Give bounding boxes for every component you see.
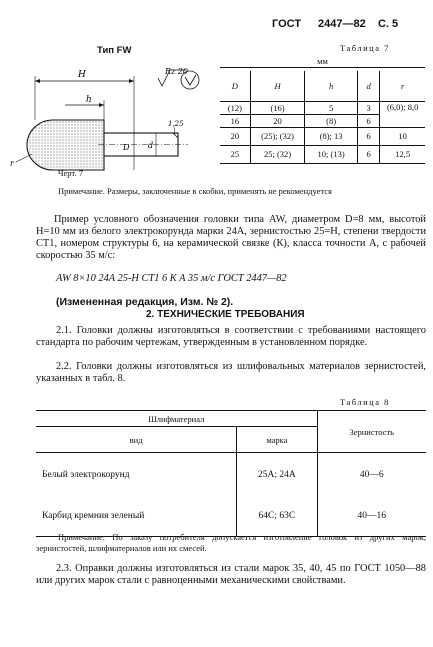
t7-cell: 3 <box>357 101 379 114</box>
t7-cell: (6,0); 8,0 <box>386 101 419 112</box>
svg-text:r: r <box>10 159 14 168</box>
t8-grade-header: марка <box>237 427 317 453</box>
page-number: С. 5 <box>378 18 399 30</box>
figure-caption: Черт. 7 <box>58 168 84 178</box>
standard-label: ГОСТ <box>272 18 302 30</box>
figure-drawing <box>8 58 218 183</box>
t8-cell: Белый электрокорунд <box>36 453 237 497</box>
table8-title: Таблица 8 <box>340 397 390 407</box>
t7-header-r: r <box>400 80 405 91</box>
example-paragraph: Пример условного обозначения головки типа AW, диаметром D=8 мм, высотой H=10 мм из белого электрокорунда марки 24А, зернистостью 25=Н, степени твердости СТ1, номером структуры 6, на керамической связке (К), класса точности А, с рабочей скоростью 35 м/с: <box>36 214 426 261</box>
t7-cell: (12) <box>220 101 250 114</box>
note-2: Примечание. По заказу потребителя допускается изготовление головок из других марок, зернистостей, шлифматериалов или их смесей. <box>36 532 426 553</box>
chamfer-label: 1,25 <box>168 120 184 128</box>
table-row <box>36 497 426 537</box>
t8-cell: 64С; 63С <box>237 497 317 537</box>
designation: AW 8×10 24A 25-H CT1 6 K A 35 м/с ГОСТ 2447—82 <box>56 273 287 284</box>
table7-title: Таблица 7 <box>340 43 390 53</box>
t7-cell: 12,5 <box>395 149 411 159</box>
t7-cell: 20 <box>220 127 250 145</box>
paragraph-2-3: 2.3. Оправки должны изготовляться из стали марок 35, 40, 45 по ГОСТ 1050—88 или других марок стали с равноценными механическими свойствами. <box>36 563 426 586</box>
t8-cell: 40—16 <box>357 511 386 522</box>
paragraph-2-2: 2.2. Головки должны изготовляться из шлифовальных материалов зернистостей, указанных в табл. 8. <box>36 361 426 384</box>
table-row <box>220 127 425 145</box>
t7-cell: 25; (32) <box>250 145 305 163</box>
table7-unit: мм <box>220 56 425 68</box>
t7-cell: 6 <box>357 127 379 145</box>
svg-text:h: h <box>86 95 92 105</box>
t7-header-H: H <box>250 71 305 101</box>
t7-cell: 20 <box>250 114 305 127</box>
table7 <box>220 56 425 164</box>
standard-number: 2447—82 <box>318 18 366 30</box>
table-row <box>220 101 425 114</box>
t7-cell: 6 <box>357 114 379 127</box>
t8-group-header: Шлифматериал <box>36 411 317 427</box>
t7-cell: 10; (13) <box>305 145 358 163</box>
t7-cell: 5 <box>305 101 358 114</box>
t8-cell: Карбид кремния зеленый <box>36 497 237 537</box>
svg-text:H: H <box>78 70 86 80</box>
t8-cell: 40—6 <box>359 469 384 480</box>
note-1: Примечание. Размеры, заключенные в скобки, применять не рекомендуется <box>58 186 332 196</box>
t7-cell: 6 <box>357 145 379 163</box>
roughness-label: Rz 20 <box>165 67 188 76</box>
t7-cell: (16) <box>250 101 305 114</box>
t7-cell: 10 <box>398 131 407 141</box>
t7-cell: 16 <box>220 114 250 127</box>
grinding-head-drawing <box>8 58 218 183</box>
section-title: 2. ТЕХНИЧЕСКИЕ ТРЕБОВАНИЯ <box>146 309 305 320</box>
svg-text:D: D <box>123 143 130 152</box>
t8-kind-header: вид <box>36 427 237 453</box>
table-row <box>220 145 425 163</box>
t7-header-h: h <box>305 71 358 101</box>
t8-grit-header: Зернистость <box>349 426 395 437</box>
t7-cell: (8) <box>305 114 358 127</box>
t7-header-d: d <box>357 71 379 101</box>
svg-text:d: d <box>148 141 154 150</box>
t7-cell: 25 <box>220 145 250 163</box>
t7-cell: (25); (32) <box>250 127 305 145</box>
table-row <box>36 453 426 497</box>
type-label: Тип FW <box>97 45 132 56</box>
t7-cell: (8); 13 <box>305 127 358 145</box>
table8 <box>36 410 426 537</box>
t8-cell: 25А; 24А <box>237 453 317 497</box>
t7-header-D: D <box>220 71 250 101</box>
revision-note: (Измененная редакция, Изм. № 2). <box>56 296 234 308</box>
paragraph-2-1: 2.1. Головки должны изготовляться в соответствии с требованиями настоящего стандарта по рабочим чертежам, утвержденным в установленном порядке. <box>36 325 426 348</box>
